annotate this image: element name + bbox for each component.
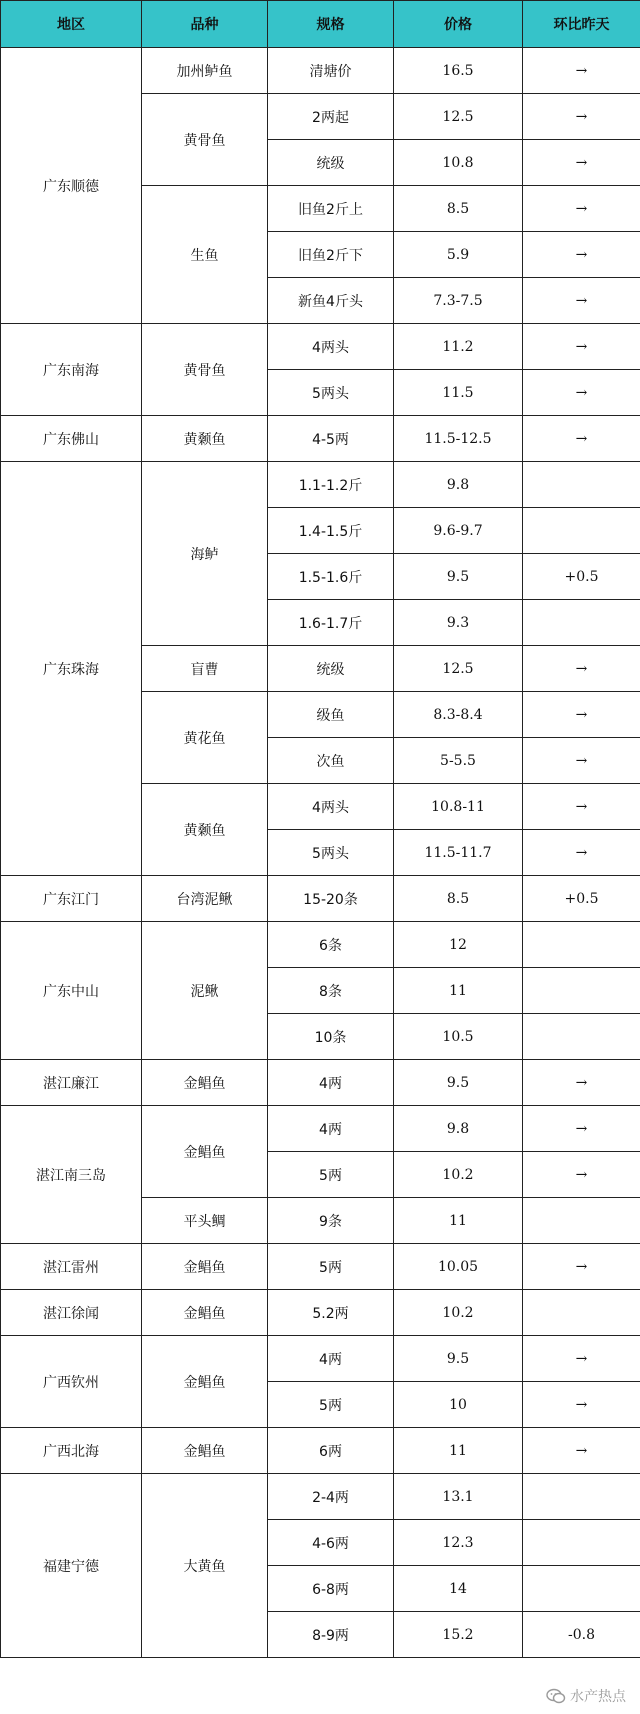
spec-cell: 统级 xyxy=(268,646,394,692)
spec-cell: 次鱼 xyxy=(268,738,394,784)
change-cell: → xyxy=(523,370,640,416)
price-cell: 9.5 xyxy=(394,1060,523,1106)
region-cell: 广东佛山 xyxy=(1,416,142,462)
header-spec: 规格 xyxy=(268,1,394,48)
table-row xyxy=(1,1336,640,1382)
species-cell: 加州鲈鱼 xyxy=(142,48,268,94)
region-cell: 广东中山 xyxy=(1,922,142,1060)
change-cell: +0.5 xyxy=(523,876,640,922)
table-row xyxy=(1,416,640,462)
price-cell: 12.5 xyxy=(394,646,523,692)
price-cell: 10.8-11 xyxy=(394,784,523,830)
table-row xyxy=(1,462,640,508)
species-cell: 金鲳鱼 xyxy=(142,1428,268,1474)
spec-cell: 1.5-1.6斤 xyxy=(268,554,394,600)
spec-cell: 5两头 xyxy=(268,370,394,416)
price-cell: 11 xyxy=(394,968,523,1014)
species-cell: 黄花鱼 xyxy=(142,692,268,784)
species-cell: 大黄鱼 xyxy=(142,1474,268,1658)
price-cell: 5-5.5 xyxy=(394,738,523,784)
price-cell: 10.2 xyxy=(394,1290,523,1336)
region-cell: 广东顺德 xyxy=(1,48,142,324)
price-cell: 8.5 xyxy=(394,186,523,232)
spec-cell: 5两头 xyxy=(268,830,394,876)
change-cell xyxy=(523,1520,640,1566)
spec-cell: 4两 xyxy=(268,1336,394,1382)
change-cell: → xyxy=(523,94,640,140)
change-cell: +0.5 xyxy=(523,554,640,600)
spec-cell: 1.6-1.7斤 xyxy=(268,600,394,646)
price-cell: 11 xyxy=(394,1198,523,1244)
spec-cell: 新鱼4斤头 xyxy=(268,278,394,324)
species-cell: 黄颡鱼 xyxy=(142,416,268,462)
table-row xyxy=(1,1474,640,1520)
table-row xyxy=(1,1106,640,1152)
species-cell: 黄骨鱼 xyxy=(142,324,268,416)
spec-cell: 8条 xyxy=(268,968,394,1014)
region-cell: 湛江南三岛 xyxy=(1,1106,142,1244)
table-row xyxy=(1,1060,640,1106)
table-row xyxy=(1,1244,640,1290)
species-cell: 海鲈 xyxy=(142,462,268,646)
change-cell: → xyxy=(523,140,640,186)
spec-cell: 统级 xyxy=(268,140,394,186)
price-cell: 10.05 xyxy=(394,1244,523,1290)
spec-cell: 旧鱼2斤下 xyxy=(268,232,394,278)
species-cell: 黄颡鱼 xyxy=(142,784,268,876)
change-cell: → xyxy=(523,324,640,370)
change-cell xyxy=(523,922,640,968)
region-cell: 湛江廉江 xyxy=(1,1060,142,1106)
region-cell: 广西钦州 xyxy=(1,1336,142,1428)
change-cell xyxy=(523,1290,640,1336)
spec-cell: 旧鱼2斤上 xyxy=(268,186,394,232)
price-cell: 11.2 xyxy=(394,324,523,370)
spec-cell: 10条 xyxy=(268,1014,394,1060)
change-cell: → xyxy=(523,1152,640,1198)
spec-cell: 5两 xyxy=(268,1244,394,1290)
species-cell: 台湾泥鳅 xyxy=(142,876,268,922)
spec-cell: 4两 xyxy=(268,1106,394,1152)
species-cell: 金鲳鱼 xyxy=(142,1244,268,1290)
table-row xyxy=(1,324,640,370)
table-row xyxy=(1,922,640,968)
species-cell: 金鲳鱼 xyxy=(142,1060,268,1106)
header-change: 环比昨天 xyxy=(523,1,640,48)
header-price: 价格 xyxy=(394,1,523,48)
change-cell: → xyxy=(523,1106,640,1152)
change-cell xyxy=(523,508,640,554)
spec-cell: 15-20条 xyxy=(268,876,394,922)
spec-cell: 4-6两 xyxy=(268,1520,394,1566)
change-cell: → xyxy=(523,278,640,324)
change-cell: → xyxy=(523,784,640,830)
change-cell xyxy=(523,1566,640,1612)
price-cell: 5.9 xyxy=(394,232,523,278)
species-cell: 金鲳鱼 xyxy=(142,1336,268,1428)
change-cell xyxy=(523,1474,640,1520)
price-cell: 8.3-8.4 xyxy=(394,692,523,738)
species-cell: 生鱼 xyxy=(142,186,268,324)
spec-cell: 6-8两 xyxy=(268,1566,394,1612)
price-cell: 11 xyxy=(394,1428,523,1474)
price-cell: 9.3 xyxy=(394,600,523,646)
spec-cell: 4两 xyxy=(268,1060,394,1106)
price-cell: 9.5 xyxy=(394,1336,523,1382)
price-cell: 9.5 xyxy=(394,554,523,600)
table-row xyxy=(1,1290,640,1336)
region-cell: 湛江徐闻 xyxy=(1,1290,142,1336)
price-cell: 9.8 xyxy=(394,462,523,508)
region-cell: 广东南海 xyxy=(1,324,142,416)
price-cell: 10.8 xyxy=(394,140,523,186)
change-cell: → xyxy=(523,1244,640,1290)
change-cell xyxy=(523,462,640,508)
price-cell: 10.5 xyxy=(394,1014,523,1060)
price-cell: 11.5-12.5 xyxy=(394,416,523,462)
header-region: 地区 xyxy=(1,1,142,48)
spec-cell: 4两头 xyxy=(268,784,394,830)
change-cell: → xyxy=(523,738,640,784)
price-cell: 13.1 xyxy=(394,1474,523,1520)
species-cell: 黄骨鱼 xyxy=(142,94,268,186)
watermark-text: 水产热点 xyxy=(570,1689,626,1705)
spec-cell: 9条 xyxy=(268,1198,394,1244)
change-cell: → xyxy=(523,48,640,94)
change-cell: → xyxy=(523,416,640,462)
change-cell xyxy=(523,1014,640,1060)
change-cell: → xyxy=(523,1060,640,1106)
species-cell: 平头鲷 xyxy=(142,1198,268,1244)
change-cell: → xyxy=(523,1428,640,1474)
species-cell: 盲曹 xyxy=(142,646,268,692)
price-cell: 14 xyxy=(394,1566,523,1612)
price-cell: 15.2 xyxy=(394,1612,523,1658)
species-cell: 金鲳鱼 xyxy=(142,1106,268,1198)
spec-cell: 6条 xyxy=(268,922,394,968)
species-cell: 金鲳鱼 xyxy=(142,1290,268,1336)
wechat-icon xyxy=(546,1688,566,1704)
change-cell: → xyxy=(523,232,640,278)
change-cell xyxy=(523,600,640,646)
table-row xyxy=(1,1428,640,1474)
region-cell: 广东珠海 xyxy=(1,462,142,876)
table-row xyxy=(1,876,640,922)
price-cell: 11.5 xyxy=(394,370,523,416)
spec-cell: 6两 xyxy=(268,1428,394,1474)
change-cell: → xyxy=(523,830,640,876)
change-cell xyxy=(523,968,640,1014)
species-cell: 泥鳅 xyxy=(142,922,268,1060)
spec-cell: 2两起 xyxy=(268,94,394,140)
spec-cell: 4两头 xyxy=(268,324,394,370)
spec-cell: 4-5两 xyxy=(268,416,394,462)
change-cell: → xyxy=(523,186,640,232)
price-cell: 10 xyxy=(394,1382,523,1428)
spec-cell: 5两 xyxy=(268,1152,394,1198)
spec-cell: 级鱼 xyxy=(268,692,394,738)
price-cell: 16.5 xyxy=(394,48,523,94)
region-cell: 广西北海 xyxy=(1,1428,142,1474)
table-row xyxy=(1,48,640,94)
region-cell: 湛江雷州 xyxy=(1,1244,142,1290)
price-cell: 9.8 xyxy=(394,1106,523,1152)
change-cell: → xyxy=(523,646,640,692)
spec-cell: 清塘价 xyxy=(268,48,394,94)
region-cell: 福建宁德 xyxy=(1,1474,142,1658)
change-cell: -0.8 xyxy=(523,1612,640,1658)
price-cell: 10.2 xyxy=(394,1152,523,1198)
price-cell: 12 xyxy=(394,922,523,968)
spec-cell: 2-4两 xyxy=(268,1474,394,1520)
spec-cell: 1.1-1.2斤 xyxy=(268,462,394,508)
watermark xyxy=(546,1686,626,1706)
region-cell: 广东江门 xyxy=(1,876,142,922)
change-cell: → xyxy=(523,1336,640,1382)
spec-cell: 1.4-1.5斤 xyxy=(268,508,394,554)
price-cell: 9.6-9.7 xyxy=(394,508,523,554)
spec-cell: 5两 xyxy=(268,1382,394,1428)
spec-cell: 5.2两 xyxy=(268,1290,394,1336)
header-species: 品种 xyxy=(142,1,268,48)
price-cell: 11.5-11.7 xyxy=(394,830,523,876)
change-cell: → xyxy=(523,1382,640,1428)
table-header-row xyxy=(1,1,640,48)
change-cell xyxy=(523,1198,640,1244)
change-cell: → xyxy=(523,692,640,738)
price-cell: 12.3 xyxy=(394,1520,523,1566)
spec-cell: 8-9两 xyxy=(268,1612,394,1658)
price-cell: 12.5 xyxy=(394,94,523,140)
price-cell: 7.3-7.5 xyxy=(394,278,523,324)
price-cell: 8.5 xyxy=(394,876,523,922)
